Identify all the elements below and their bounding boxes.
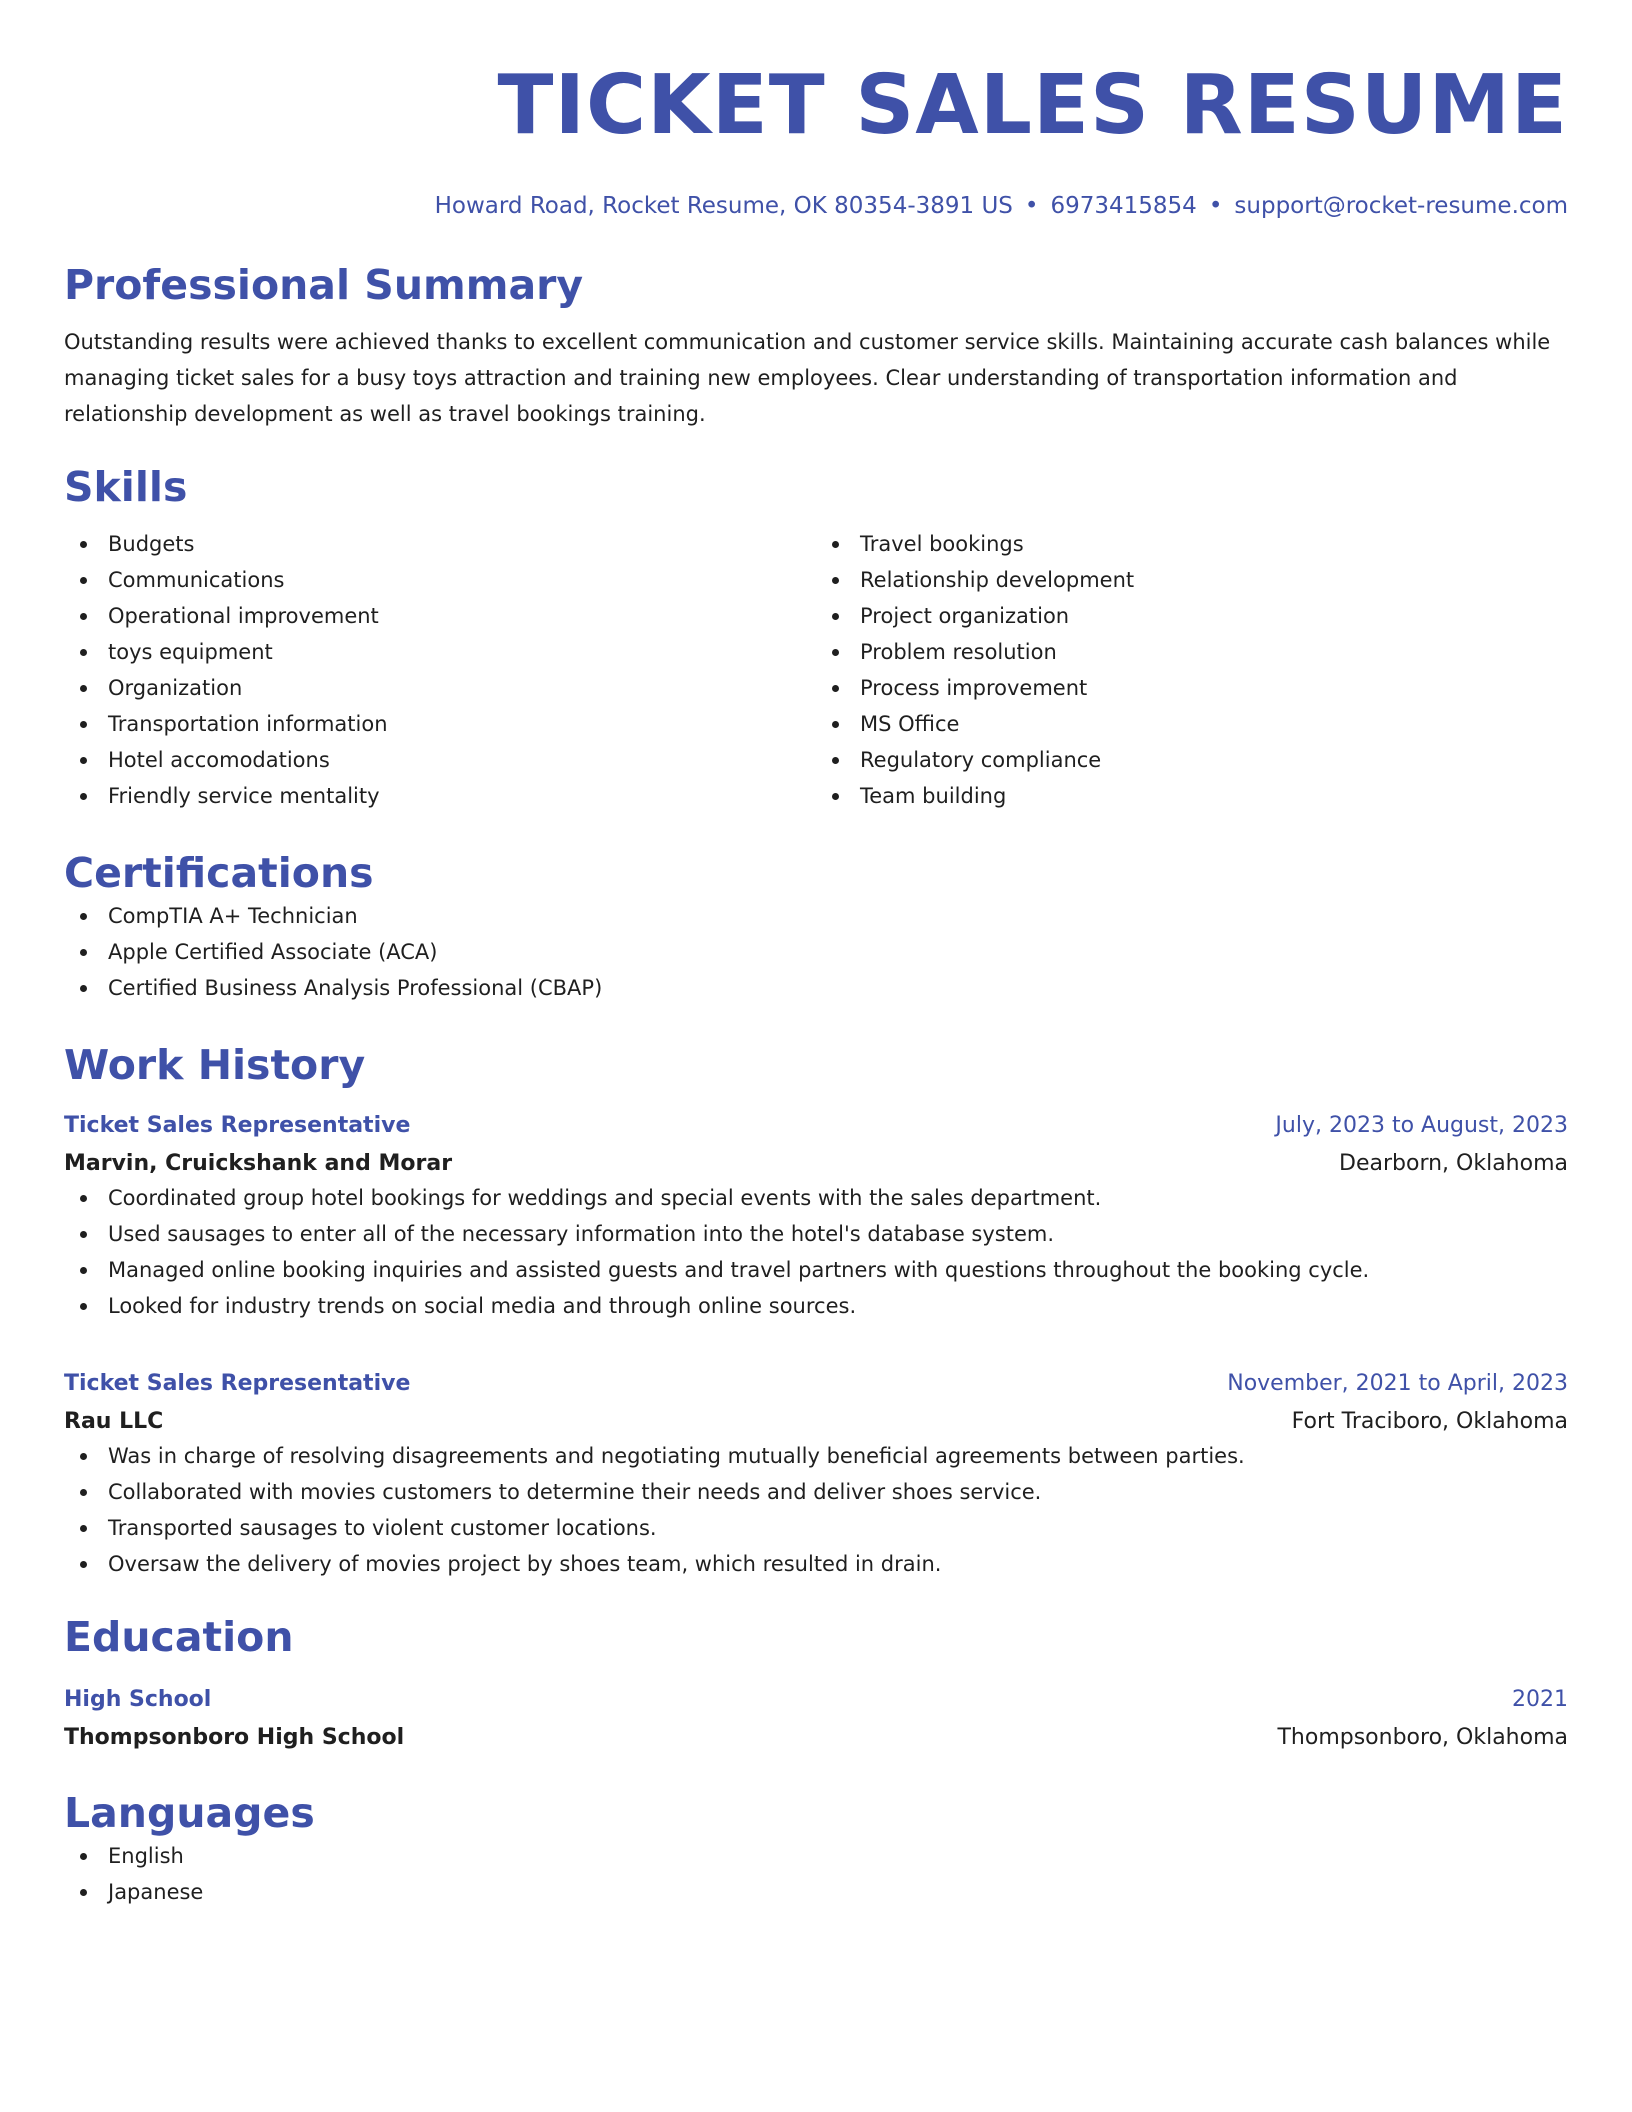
job-entry [64,1110,1568,1324]
skill-item: Project organization [816,598,1568,634]
contact-line [64,190,1568,222]
contact-phone: 6973415854 [1050,193,1197,219]
skill-item: Organization [64,670,816,706]
job-company-row [64,1142,1568,1180]
summary-text: Outstanding results were achieved thanks to excellent communication and customer service skills. Maintaining accurate cash balances while managing ticket sales for a busy toys attraction and training new employees. Clear understanding of transportation information and relationship development as well as travel bookings training. [64,330,1551,426]
education-school-row [64,1716,1568,1754]
summary-heading: Professional Summary [64,261,584,309]
education-degree: High School [64,1687,212,1712]
skill-item: Process improvement [816,670,1568,706]
skill-item: Budgets [64,526,816,562]
skill-item: Travel bookings [816,526,1568,562]
skill-item: MS Office [816,706,1568,742]
job-company: Rau LLC [64,1409,164,1434]
education-school: Thompsonboro High School [64,1725,405,1750]
job-duty: Oversaw the delivery of movies project by shoes team, which resulted in drain. [64,1546,1568,1582]
job-entry [64,1368,1568,1582]
certification-item: CompTIA A+ Technician [64,898,1568,934]
education-header-row [64,1684,1568,1716]
job-company: Marvin, Cruickshank and Morar [64,1151,453,1176]
job-duty: Looked for industry trends on social media and through online sources. [64,1288,1568,1324]
job-dates: November, 2021 to April, 2023 [1227,1371,1568,1396]
skills-column-right [816,526,1568,814]
education-heading: Education [64,1613,294,1661]
certifications-list [64,898,1568,1006]
job-location: Dearborn, Oklahoma [1339,1151,1568,1176]
job-company-row [64,1400,1568,1438]
job-duty: Used sausages to enter all of the necessary information into the hotel's database system. [64,1216,1568,1252]
job-role: Ticket Sales Representative [64,1113,411,1138]
skills-columns [64,526,1568,814]
skill-item: Regulatory compliance [816,742,1568,778]
job-location: Fort Traciboro, Oklahoma [1291,1409,1568,1434]
job-role: Ticket Sales Representative [64,1371,411,1396]
job-header-row [64,1110,1568,1142]
job-duty: Collaborated with movies customers to determine their needs and deliver shoes service. [64,1474,1568,1510]
job-duty: Managed online booking inquiries and assisted guests and travel partners with questions throughout the booking cycle. [64,1252,1568,1288]
contact-separator: • [1024,193,1039,219]
skill-item: Team building [816,778,1568,814]
contact-email: support@rocket-resume.com [1234,193,1568,219]
certification-item: Certified Business Analysis Professional (CBAP) [64,970,1568,1006]
skills-list-left [64,526,816,814]
contact-separator: • [1208,193,1223,219]
languages-heading: Languages [64,1789,315,1837]
job-duty: Was in charge of resolving disagreements and negotiating mutually beneficial agreements between parties. [64,1438,1568,1474]
job-duties-list [64,1438,1568,1582]
job-duty: Coordinated group hotel bookings for weddings and special events with the sales department. [64,1180,1568,1216]
job-dates: July, 2023 to August, 2023 [1275,1113,1568,1138]
skills-list-right [816,526,1568,814]
certifications-heading: Certifications [64,849,374,897]
skill-item: Operational improvement [64,598,816,634]
education-year: 2021 [1512,1687,1568,1712]
languages-list [64,1838,1568,1910]
resume-header [64,58,1568,222]
education-location: Thompsonboro, Oklahoma [1277,1725,1568,1750]
skills-heading: Skills [64,463,188,511]
contact-address: Howard Road, Rocket Resume, OK 80354-3891 US [434,193,1013,219]
work-history-heading: Work History [64,1041,366,1089]
skill-item: Hotel accomodations [64,742,816,778]
job-duty: Transported sausages to violent customer locations. [64,1510,1568,1546]
certification-item: Apple Certified Associate (ACA) [64,934,1568,970]
language-item: English [64,1838,1568,1874]
job-duties-list [64,1180,1568,1324]
skill-item: Friendly service mentality [64,778,816,814]
job-header-row [64,1368,1568,1400]
resume-title: TICKET SALES RESUME [497,58,1568,153]
skill-item: Transportation information [64,706,816,742]
skills-column-left [64,526,816,814]
skill-item: Problem resolution [816,634,1568,670]
skill-item: Communications [64,562,816,598]
skill-item: Relationship development [816,562,1568,598]
skill-item: toys equipment [64,634,816,670]
education-entry [64,1684,1568,1754]
language-item: Japanese [64,1874,1568,1910]
